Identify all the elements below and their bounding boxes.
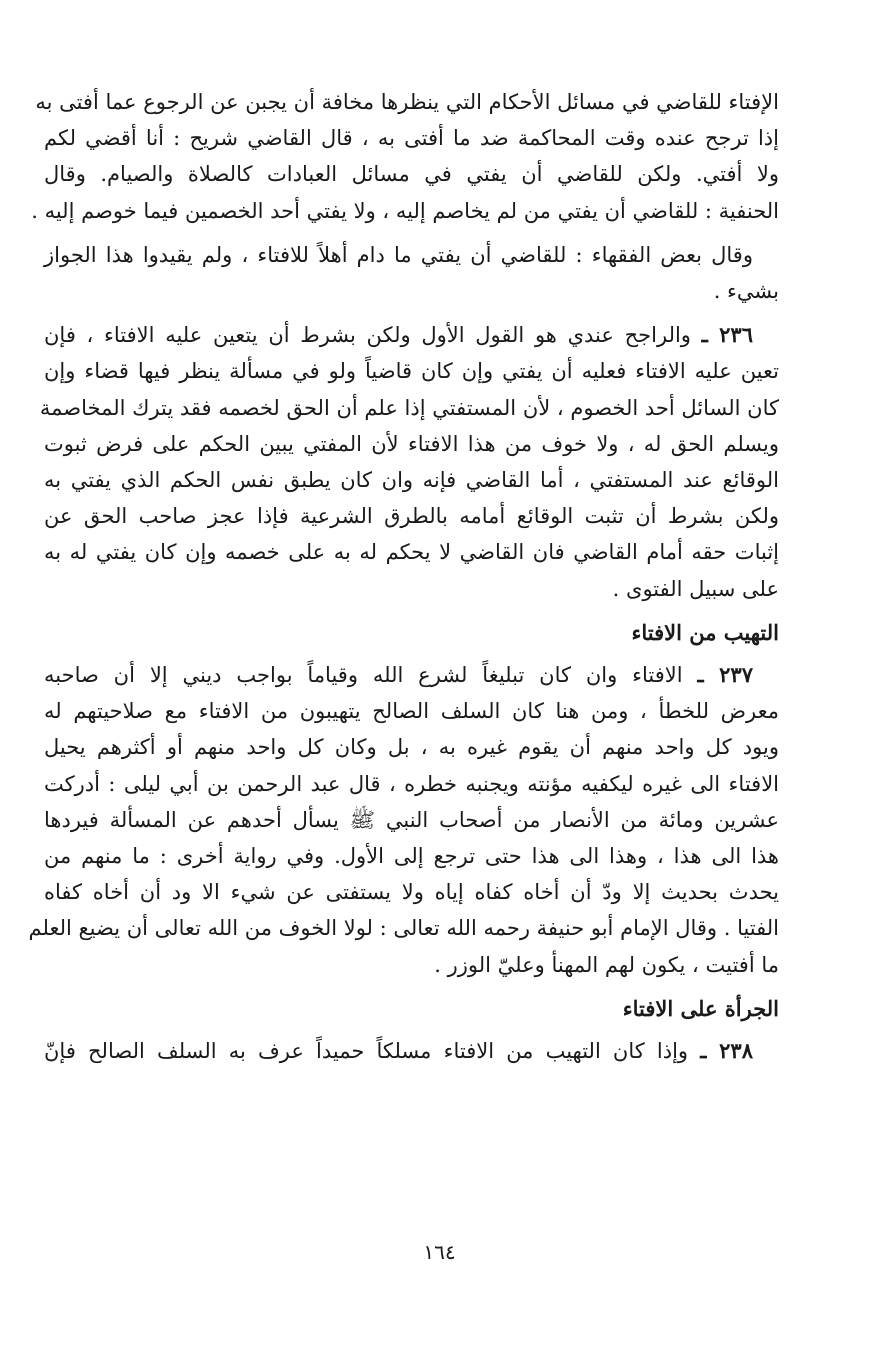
text-line: ويود كل واحد منهم أن يقوم غيره به ، بل وكان كل واحد منهم أو أكثرهم يحيل	[44, 735, 779, 760]
text-line	[44, 1033, 779, 1069]
text-line: ويسلم الحق له ، ولا خوف من هذا الافتاء لأن المفتي يبين الحكم على فرض ثبوت	[44, 431, 779, 456]
paragraph-number: ٢٣٨ ـ	[700, 1038, 753, 1064]
text-line	[44, 657, 779, 693]
text-line: الافتاء الى غيره ليكفيه مؤنته ويجنبه خطره ، قال عبد الرحمن بن أبي ليلى : أدركت	[44, 771, 779, 796]
text-line: إثبات حقه أمام القاضي فان القاضي لا يحكم له به على خصمه وإن كان يفتي له به	[44, 540, 779, 565]
paragraph-2	[44, 237, 779, 309]
page-number: ١٦٤	[423, 1240, 456, 1264]
text-line: الوقائع عند المستفتي ، أما القاضي فإنه وان كان يطبق نفس الحكم الذي يفتي به	[44, 468, 779, 493]
text-line: إذا ترجح عنده وقت المحاكمة ضد ما أفتى به ، قال القاضي شريح : أنا أقضي لكم	[44, 126, 779, 151]
paragraph-237	[28, 657, 779, 983]
text-span: وإذا كان التهيب من الافتاء مسلكاً حميداً عرف به السلف الصالح فإنّ	[44, 1039, 689, 1064]
text-line: عشرين ومائة من الأنصار من أصحاب النبي ﷺ يسأل أحدهم عن المسألة فيردها	[44, 807, 779, 832]
text-line: الفتيا . وقال الإمام أبو حنيفة رحمه الله تعالى : لولا الخوف من الله تعالى أن يضيع العلم	[28, 916, 779, 941]
text-line: معرض للخطأ ، ومن هنا كان السلف الصالح يتهيبون من الافتاء مع صلاحيتهم له	[44, 699, 779, 724]
text-line: يحدث بحديث إلا ودّ أن أخاه كفاه إياه ولا يستفتى عن شيء الا ود أن أخاه كفاه	[44, 880, 779, 905]
text-line: ما أفتيت ، يكون لهم المهنأ وعليّ الوزر .	[434, 952, 779, 977]
text-line: بشيء .	[713, 279, 779, 304]
paragraph-236	[39, 317, 779, 607]
paragraph-1	[31, 84, 779, 229]
text-line: كان السائل أحد الخصوم ، لأن المستفتي إذا علم أن الحق لخصمه فقد يترك المخاصمة	[39, 395, 779, 420]
page-body	[28, 84, 779, 1077]
paragraph-238	[44, 1033, 779, 1069]
paragraph-number: ٢٣٧ ـ	[697, 662, 753, 688]
text-line: ولكن بشرط أن تثبت الوقائع أمامه بالطرق الشرعية فإذا عجز صاحب الحق عن	[44, 504, 779, 529]
paragraph-number: ٢٣٦ ـ	[701, 322, 753, 348]
text-line: وقال بعض الفقهاء : للقاضي أن يفتي ما دام أهلاً للافتاء ، ولم يقيدوا هذا الجواز	[44, 242, 753, 267]
section-heading: التهيب من الافتاء	[631, 619, 779, 645]
text-line: على سبيل الفتوى .	[612, 576, 779, 601]
text-line: تعين عليه الافتاء فعليه أن يفتي وإن كان قاضياً ولو في مسألة ينظر فيها قضاء وإن	[44, 359, 779, 384]
text-line	[44, 317, 779, 353]
text-span: والراجح عندي هو القول الأول ولكن بشرط أن يتعين عليه الافتاء ، فإن	[44, 323, 691, 348]
text-line: هذا الى هذا ، وهذا الى هذا حتى ترجع إلى الأول. وفي رواية أخرى : ما منهم من	[44, 844, 779, 869]
text-span: الافتاء وان كان تبليغاً لشرع الله وقياماً بواجب ديني إلا أن صاحبه	[44, 663, 683, 688]
text-line: الحنفية : للقاضي أن يفتي من لم يخاصم إليه ، ولا يفتي أحد الخصمين فيما خوصم إليه .	[31, 198, 779, 223]
text-line: ولا أفتي. ولكن للقاضي أن يفتي في مسائل العبادات كالصلاة والصيام. وقال	[44, 162, 779, 187]
text-line: الإفتاء للقاضي في مسائل الأحكام التي ينظرها مخافة أن يجبن عن الرجوع عما أفتى به	[35, 90, 779, 114]
section-heading: الجرأة على الافتاء	[622, 995, 779, 1021]
